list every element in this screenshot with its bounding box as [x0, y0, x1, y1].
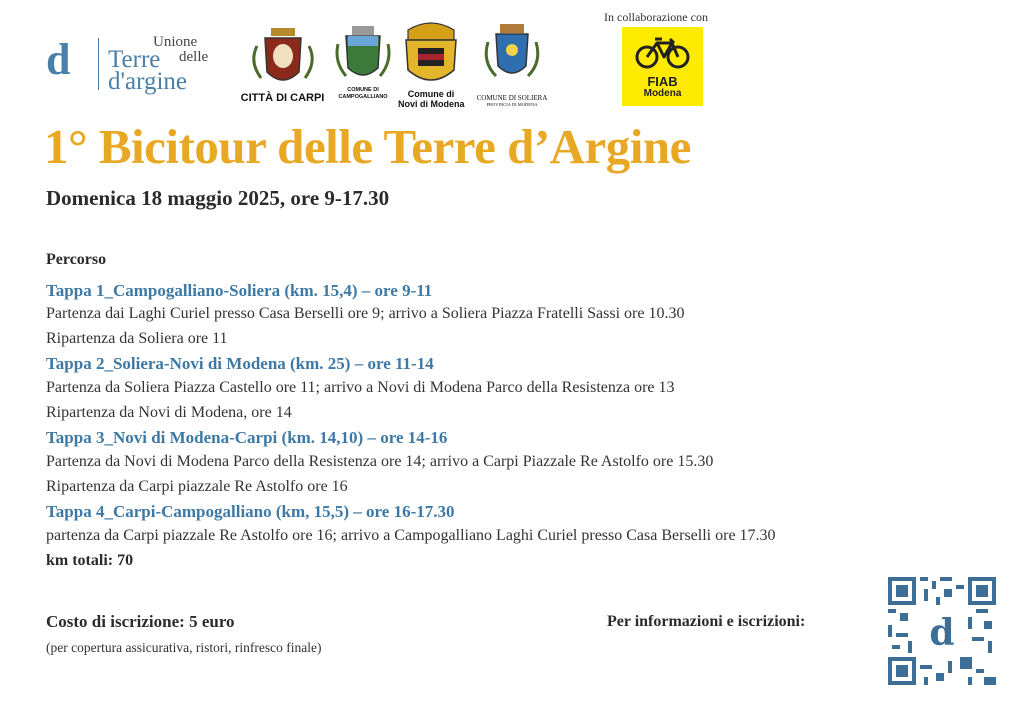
stage-4-title: Tappa 4_Carpi-Campogalliano (km, 15,5) – ore 16-17.30: [46, 502, 455, 521]
registration-cost-note: (per copertura assicurativa, ristori, rinfresco finale): [46, 640, 322, 655]
unione-terre-dargine-logo: [46, 34, 216, 94]
stage-3-line-2: Ripartenza da Carpi piazzale Re Astolfo ore 16: [46, 478, 348, 495]
info-label: Per informazioni e iscrizioni:: [607, 613, 806, 630]
novi-crest: [398, 20, 464, 112]
bicycle-icon: [622, 27, 703, 75]
logo-text-delle: delle: [179, 49, 209, 65]
logo-text-dargine: d'argine: [108, 68, 188, 95]
campogalliano-crest: [332, 24, 394, 106]
campogalliano-caption-1: COMUNE DI: [347, 87, 379, 93]
stage-2-title: Tappa 2_Soliera-Novi di Modena (km. 25) – ore 11-14: [46, 354, 434, 373]
km-total: km totali: 70: [46, 552, 134, 569]
stage-1-line-2: Ripartenza da Soliera ore 11: [46, 330, 228, 347]
logo-text-terre: Terre: [108, 46, 161, 73]
stage-2-line-2: Ripartenza da Novi di Modena, ore 14: [46, 404, 292, 421]
logo-text-unione: Unione: [153, 34, 198, 50]
collaboration-label: In collaborazione con: [604, 10, 708, 24]
stage-3-line-1: Partenza da Novi di Modena Parco della Resistenza ore 14; arrivo a Carpi Piazzale Re Astolfo ore 15.30: [46, 453, 714, 470]
fiab-name: FIAB: [647, 74, 678, 89]
soliera-coat-of-arms-icon: [472, 22, 552, 90]
carpi-coat-of-arms-icon: [235, 26, 330, 92]
svg-text:d: d: [929, 612, 955, 654]
unione-logo-mark: d: [46, 35, 67, 84]
soliera-caption-2: PROVINCIA DI MODENA: [486, 102, 538, 107]
carpi-caption: CITTÀ DI CARPI: [240, 92, 325, 104]
stage-1-title: Tappa 1_Campogalliano-Soliera (km. 15,4) – ore 9-11: [46, 281, 433, 300]
registration-cost: Costo di iscrizione: 5 euro: [46, 612, 235, 631]
stage-1-line-1: Partenza dai Laghi Curiel presso Casa Berselli ore 9; arrivo a Soliera Piazza Fratelli Sassi ore 10.30: [46, 305, 685, 322]
event-title: 1° Bicitour delle Terre d’Argine: [44, 119, 691, 174]
carpi-crest: [235, 26, 330, 106]
qr-code-graphic: [888, 577, 996, 685]
stage-2-line-1: Partenza da Soliera Piazza Castello ore 11; arrivo a Novi di Modena Parco della Resistenza ore 13: [46, 379, 675, 396]
event-date: Domenica 18 maggio 2025, ore 9-17.30: [46, 186, 390, 210]
novi-caption-2: Novi di Modena: [398, 99, 465, 109]
fiab-logo: [622, 27, 703, 106]
soliera-crest: [472, 22, 552, 110]
campogalliano-caption-2: CAMPOGALLIANO: [338, 94, 388, 100]
novi-coat-of-arms-icon: [398, 20, 464, 88]
campogalliano-coat-of-arms-icon: [332, 24, 394, 86]
stage-3-title: Tappa 3_Novi di Modena-Carpi (km. 14,10) – ore 14-16: [46, 428, 448, 447]
stage-4-line-1: partenza da Carpi piazzale Re Astolfo ore 16; arrivo a Campogalliano Laghi Curiel presso Casa Berselli ore 17.30: [46, 527, 776, 544]
route-heading: Percorso: [46, 251, 107, 268]
qr-code-icon[interactable]: [888, 577, 996, 685]
soliera-caption-1: COMUNE DI SOLIERA: [476, 94, 548, 102]
novi-caption-1: Comune di: [407, 89, 455, 99]
logo-separator: [98, 38, 99, 90]
fiab-city: Modena: [643, 88, 682, 99]
